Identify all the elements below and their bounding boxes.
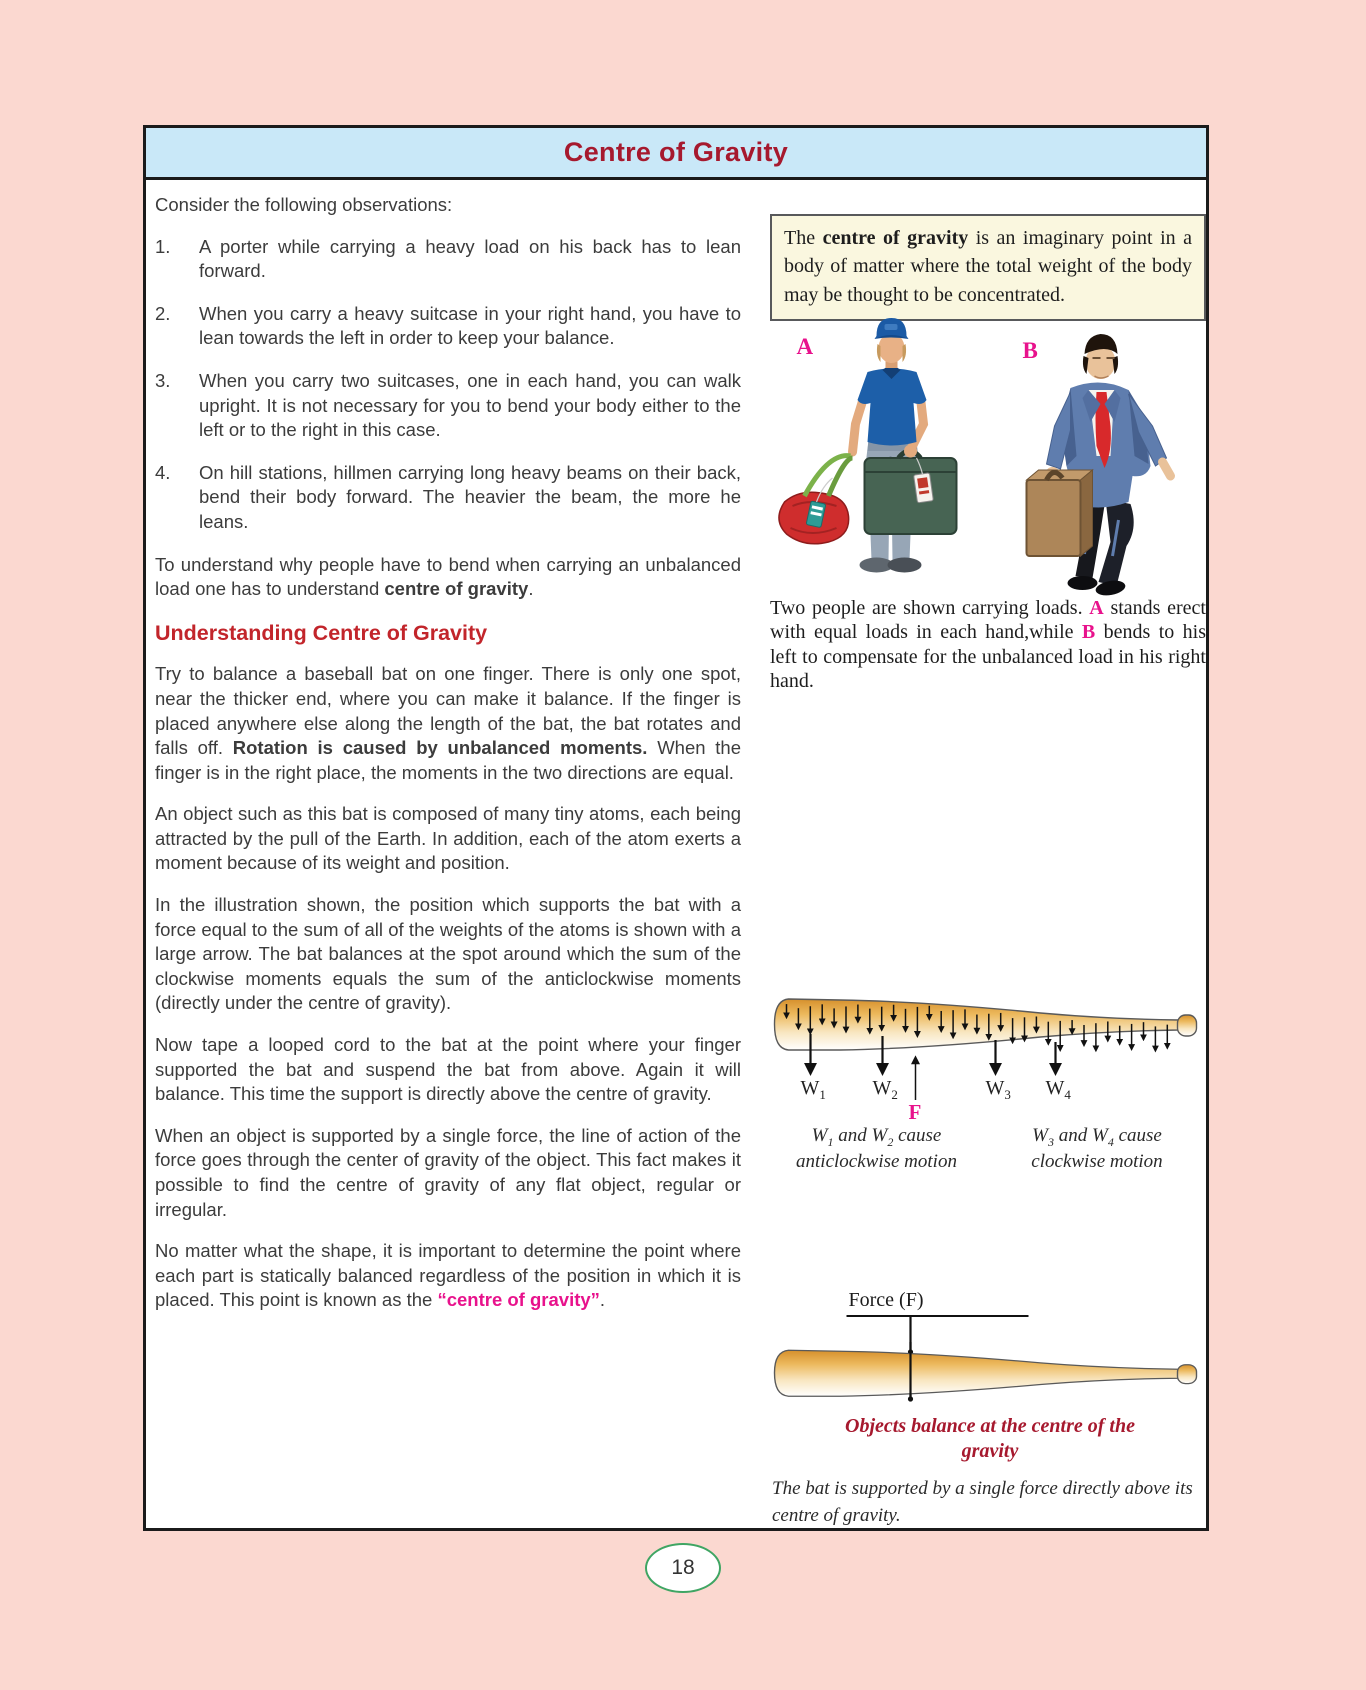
bat-figure-captions bbox=[770, 1124, 1206, 1174]
observation-item: 2. When you carry a heavy suitcase in your right hand, you have to lean towards the left in order to keep your balance. bbox=[155, 302, 741, 349]
bridge-paragraph: To understand why people have to bend when carrying an unbalanced load one has to understand centre of gravity. bbox=[155, 553, 741, 600]
clockwise-caption: $W_3$ and $W_4$ cause clockwise motion bbox=[1031, 1125, 1163, 1172]
paragraph: Try to balance a baseball bat on one finger. There is only one spot, near the thicker end, where you can make it balance. If the finger is placed anywhere else along the length of the bat, the bat rotates and falls off. Rotation is caused by unbalanced moments. When the finger is in the right place, the moments in the two directions are equal. bbox=[155, 663, 741, 783]
person-a-label: A bbox=[796, 334, 814, 359]
intro-line: Consider the following observations: bbox=[155, 194, 453, 215]
weight-label-w1: $W_1$ bbox=[800, 1077, 826, 1102]
people-carrying-loads-figure bbox=[770, 306, 1206, 596]
paragraph: An object such as this bat is composed of many tiny atoms, each being attracted by the pull of the Earth. In addition, each of the atom exerts a moment because of its weight and position. bbox=[155, 803, 741, 874]
definition-box: The centre of gravity is an imaginary point in a body of matter where the total weight of the body may be thought to be concentrated. bbox=[770, 214, 1206, 321]
paragraph: Now tape a looped cord to the bat at the point where your finger supported the bat and suspend the bat from above. Again it will balance. This time the support is directly above the centre of gravity. bbox=[155, 1034, 741, 1105]
people-figure-caption: Two people are shown carrying loads. A stands erect with equal loads in each hand,while B bends to his left to compensate for the unbalanced load in his right hand. bbox=[770, 597, 1206, 693]
page-title-bar bbox=[146, 128, 1206, 180]
person-b-illustration bbox=[1027, 334, 1171, 596]
force-f-balance-label: Force (F) bbox=[848, 1289, 924, 1311]
balance-figure-caption: The bat is supported by a single force directly above its centre of gravity. bbox=[772, 1478, 1193, 1526]
weight-label-w4: $W_4$ bbox=[1045, 1077, 1071, 1102]
paragraph: When an object is supported by a single force, the line of action of the force goes through the center of gravity of the object. This fact makes it possible to find the centre of gravity of any flat object, regular or irregular. bbox=[155, 1124, 741, 1220]
page-title: Centre of Gravity bbox=[563, 137, 789, 167]
observation-item: 1. A porter while carrying a heavy load on his back has to lean forward. bbox=[155, 235, 741, 282]
page-number-badge: 18 bbox=[645, 1543, 721, 1593]
right-column bbox=[770, 180, 1206, 1528]
paragraph: In the illustration shown, the position which supports the bat with a force equal to the sum of all of the weights of the atoms is shown with a large arrow. The bat balances at the spot around which the sum of the clockwise moments equals the sum of the anticlockwise moments (directly under the centre of gravity). bbox=[155, 894, 741, 1014]
paragraph: No matter what the shape, it is important to determine the point where each part is statically balanced regardless of the position in which it is placed. This point is known as the “centre of gravity”. bbox=[155, 1240, 741, 1311]
section-heading: Understanding Centre of Gravity bbox=[155, 620, 488, 645]
weight-label-w2: $W_2$ bbox=[872, 1077, 898, 1102]
force-f-label: F bbox=[908, 1100, 922, 1122]
observation-item: 3. When you carry two suitcases, one in each hand, you can walk upright. It is not necessary for you to bend your body either to the left or to the right in this case. bbox=[155, 369, 741, 441]
left-column bbox=[155, 193, 741, 1330]
bat-moments-figure bbox=[770, 990, 1206, 1122]
weight-label-w3: $W_3$ bbox=[985, 1077, 1011, 1102]
content-box bbox=[143, 125, 1209, 1531]
bat-balance-figure bbox=[770, 1278, 1206, 1406]
page-body bbox=[146, 180, 1206, 1528]
observation-item: 4. On hill stations, hillmen carrying long heavy beams on their back, bend their body forward. The heavier the beam, the more he leans. bbox=[155, 461, 741, 532]
person-b-label: B bbox=[1022, 338, 1038, 363]
anticlockwise-caption: $W_1$ and $W_2$ cause anticlockwise motion bbox=[796, 1125, 957, 1172]
balance-figure-title: Objects balance at the centre of the gravity bbox=[845, 1415, 1135, 1462]
